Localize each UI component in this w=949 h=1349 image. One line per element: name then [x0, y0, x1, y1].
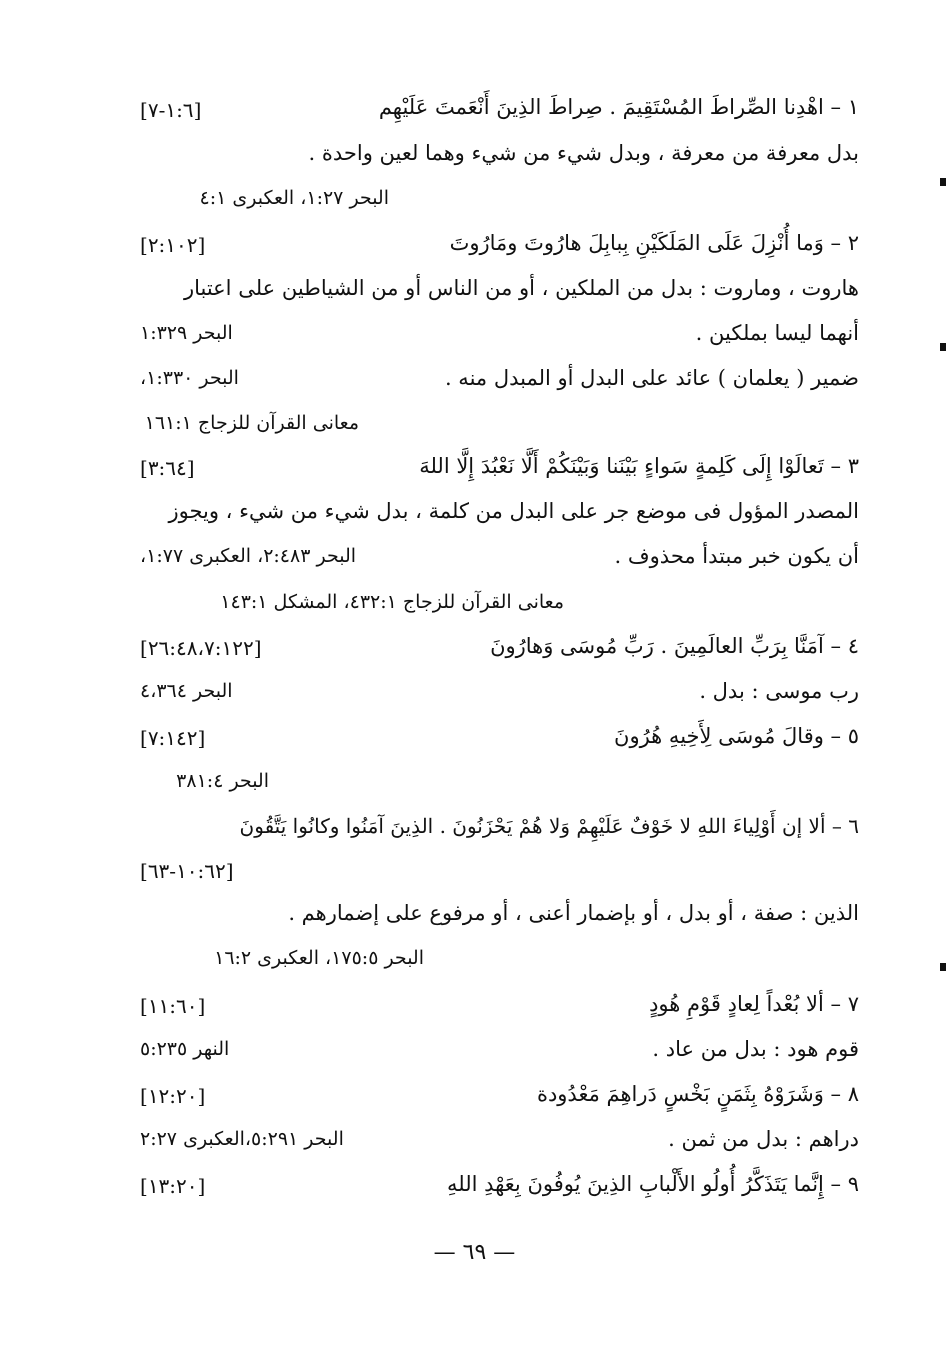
- verse-8-note: دراهم : بدل من ثمن .: [668, 1127, 859, 1151]
- ref-verse-7: [١١:٦٠]: [140, 994, 206, 1018]
- ref-verse-4: [٢٦:٤٨،٧:١٢٢]: [140, 636, 262, 660]
- verse-3: ٣ – تَعالَوْا إِلَى كَلِمةٍ سَواءٍ بَيْنَنا وَبَيْنَكُمْ أَلَّا نَعْبُدَ إِلَّا اللهَ: [419, 454, 859, 478]
- ref-verse-5: [٧:١٤٢]: [140, 726, 206, 750]
- verse-2: ٢ – وَما أُنْزِلَ عَلَى المَلَكَيْنِ بِبابِلَ هارُوتَ ومَارُوتَ: [449, 231, 859, 255]
- ref-verse-8: [١٢:٢٠]: [140, 1084, 206, 1108]
- verse-2-source: معانى القرآن للزجاج ١٦١:١: [144, 412, 359, 434]
- edge-mark: [940, 178, 946, 186]
- ref-verse-6: [١٠:٦٢-٦٣]: [140, 859, 234, 883]
- ref-bahr-330: البحر ١:٣٣٠،: [140, 367, 239, 389]
- verse-8: ٨ – وَشَرَوْهُ بِثَمَنٍ بَخْسٍ دَراهِمَ مَعْدُودة: [536, 1082, 859, 1106]
- ref-verse-9: [١٣:٢٠]: [140, 1174, 206, 1198]
- verse-9: ٩ – إِنَّما يَتَذَكَّرُ أُولُو الأَلْبابِ الذِينَ يُوفُونَ بِعَهْدِ اللهِ: [446, 1172, 859, 1196]
- ref-bahr-291: البحر ٥:٢٩١،العكبرى ٢:٢٧: [140, 1128, 344, 1150]
- ref-bahr-329: البحر ١:٣٢٩: [140, 322, 233, 344]
- verse-6-source: البحر ١٧٥:٥، العكبرى ١٦:٢: [214, 947, 424, 969]
- verse-6-note: الذين : صفة ، أو بدل ، أو بإضمار أعنى ، أو مرفوع على إضمارهم .: [288, 901, 859, 925]
- edge-mark: [940, 963, 946, 971]
- verse-4: ٤ – آمَنَّا بِرَبِّ العالَمِينَ . رَبِّ مُوسَى وَهارُونَ: [490, 634, 859, 658]
- verse-1-source: البحر ١:٢٧، العكبرى ٤:١: [199, 187, 389, 209]
- ref-verse-2: [٢:١٠٢]: [140, 233, 206, 257]
- ref-nahr-235: النهر ٥:٢٣٥: [140, 1038, 230, 1060]
- verse-2-note-c: ضمير ( يعلمان ) عائد على البدل أو المبدل منه .: [444, 366, 859, 390]
- verse-6: ٦ – ألا إن أَوْلِياءَ اللهِ لا خَوْفٌ عَلَيْهِمْ وَلا هُمْ يَحْزَنُونَ . الذِينَ آمَنُوا وكانُوا يَتَّقُونَ: [239, 814, 859, 838]
- verse-1-note: بدل معرفة من معرفة ، وبدل شيء من شيء وهما لعين واحدة .: [308, 141, 859, 165]
- verse-3-source: معانى القرآن للزجاج ٤٣٢:١، المشكل ١٤٣:١: [220, 591, 564, 613]
- ref-bahr-483: البحر ٢:٤٨٣، العكبرى ١:٧٧،: [140, 545, 357, 567]
- verse-3-note-a: المصدر المؤول فى موضع جر على البدل من كلمة ، بدل شيء من شيء ، ويجوز: [168, 499, 859, 523]
- verse-1: ١ – اهْدِنا الصِّراطَ المُسْتَقِيمَ . صِراطَ الذِينَ أَنْعَمتَ عَلَيْهِم: [378, 95, 859, 119]
- verse-2-note-b: أنهما ليسا بملكين .: [695, 321, 859, 345]
- verse-5: ٥ – وقالَ مُوسَى لِأَخِيهِ هُرُونَ: [614, 724, 859, 748]
- edge-mark: [940, 343, 946, 351]
- verse-2-note-a: هاروت ، وماروت : بدل من الملكين ، أو من الناس أو من الشياطين على اعتبار: [183, 276, 859, 300]
- verse-4-note: رب موسى : بدل .: [699, 679, 859, 703]
- verse-3-note-b: أن يكون خبر مبتدأ محذوف .: [614, 544, 859, 568]
- verse-5-source: البحر ٣٨١:٤: [176, 770, 269, 792]
- ref-verse-1: [١:٦-٧]: [140, 98, 202, 122]
- ref-verse-3: [٣:٦٤]: [140, 456, 195, 480]
- verse-7-note: قوم هود : بدل من عاد .: [652, 1037, 859, 1061]
- verse-7: ٧ – ألا بُعْداً لِعادٍ قَوْمِ هُودٍ: [649, 992, 859, 1016]
- ref-bahr-364: البحر ٤،٣٦٤: [140, 680, 233, 702]
- page-number: — ٦٩ —: [433, 1240, 516, 1265]
